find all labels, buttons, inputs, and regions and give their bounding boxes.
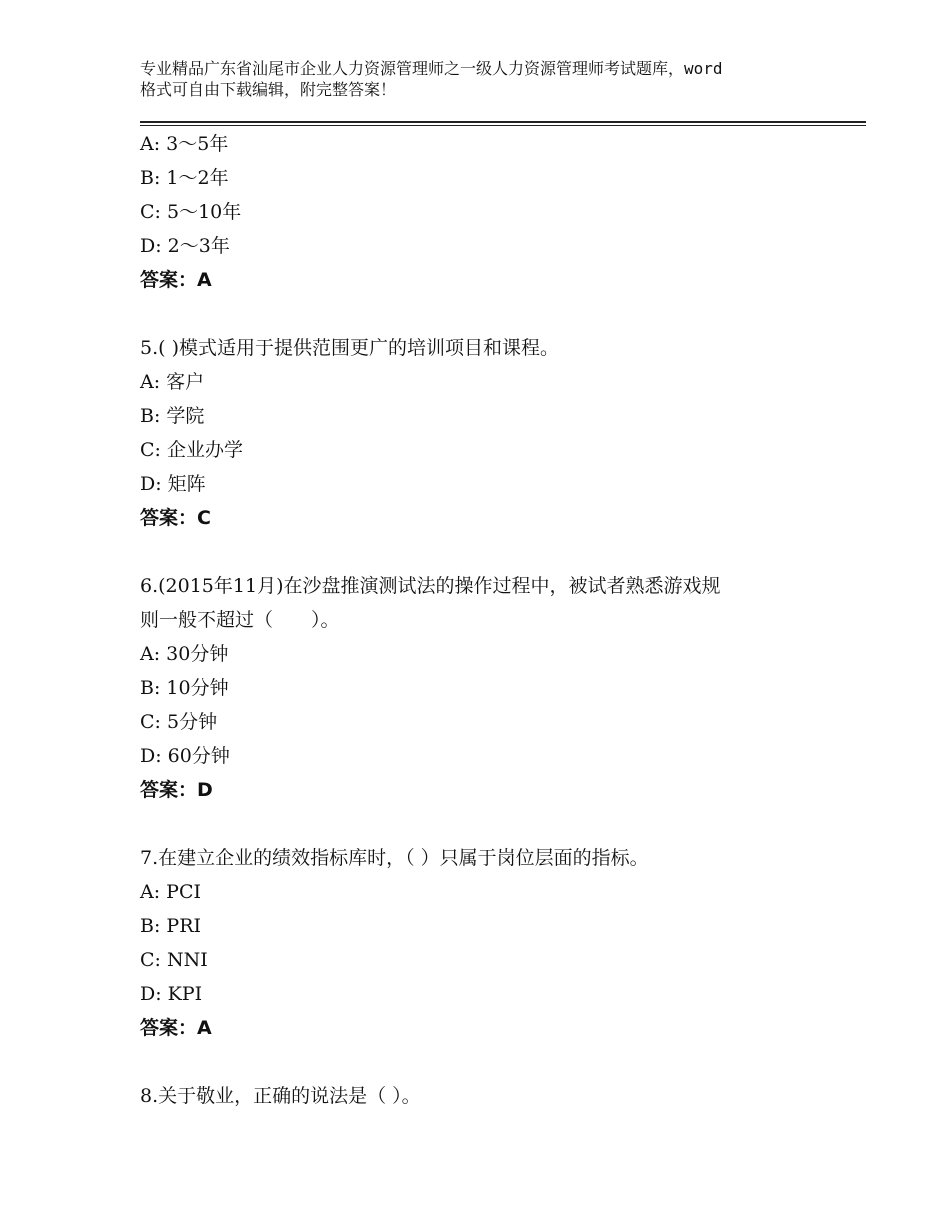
header-line-1: 专业精品广东省汕尾市企业人力资源管理师之一级人力资源管理师考试题库，word <box>140 59 723 78</box>
header-line-2: 格式可自由下载编辑，附完整答案！ <box>140 80 397 99</box>
option-a: A: PCI <box>140 881 201 903</box>
question-6 <box>140 569 840 807</box>
answer: 答案：D <box>140 779 213 801</box>
question-4 <box>140 127 840 297</box>
option-b: B: 学院 <box>140 405 205 427</box>
option-a: A: 3～5年 <box>140 133 229 155</box>
document-header <box>140 58 840 100</box>
option-d: D: 矩阵 <box>140 473 206 495</box>
option-b: B: 1～2年 <box>140 167 229 189</box>
question-text-line-1: 6.(2015年11月)在沙盘推演测试法的操作过程中，被试者熟悉游戏规 <box>140 575 721 597</box>
option-c: C: NNI <box>140 949 208 971</box>
question-7 <box>140 841 840 1045</box>
option-d: D: 60分钟 <box>140 745 230 767</box>
option-b: B: 10分钟 <box>140 677 229 699</box>
document-body <box>140 127 840 1113</box>
question-text: 8.关于敬业，正确的说法是（ ）。 <box>140 1085 421 1107</box>
question-text-line-2: 则一般不超过（ ）。 <box>140 609 340 631</box>
question-8 <box>140 1079 840 1113</box>
option-c: C: 5分钟 <box>140 711 218 733</box>
answer: 答案：A <box>140 1017 212 1039</box>
option-c: C: 5～10年 <box>140 201 242 223</box>
option-a: A: 30分钟 <box>140 643 229 665</box>
option-d: D: KPI <box>140 983 203 1005</box>
option-b: B: PRI <box>140 915 201 937</box>
header-divider-thick <box>140 121 866 123</box>
option-a: A: 客户 <box>140 371 205 393</box>
option-c: C: 企业办学 <box>140 439 243 461</box>
answer: 答案：A <box>140 269 212 291</box>
option-d: D: 2～3年 <box>140 235 230 257</box>
question-text: 7.在建立企业的绩效指标库时，（ ）只属于岗位层面的指标。 <box>140 847 649 869</box>
answer: 答案：C <box>140 507 211 529</box>
question-text: 5.( )模式适用于提供范围更广的培训项目和课程。 <box>140 337 559 359</box>
header-divider-thin <box>140 125 866 126</box>
question-5 <box>140 331 840 535</box>
